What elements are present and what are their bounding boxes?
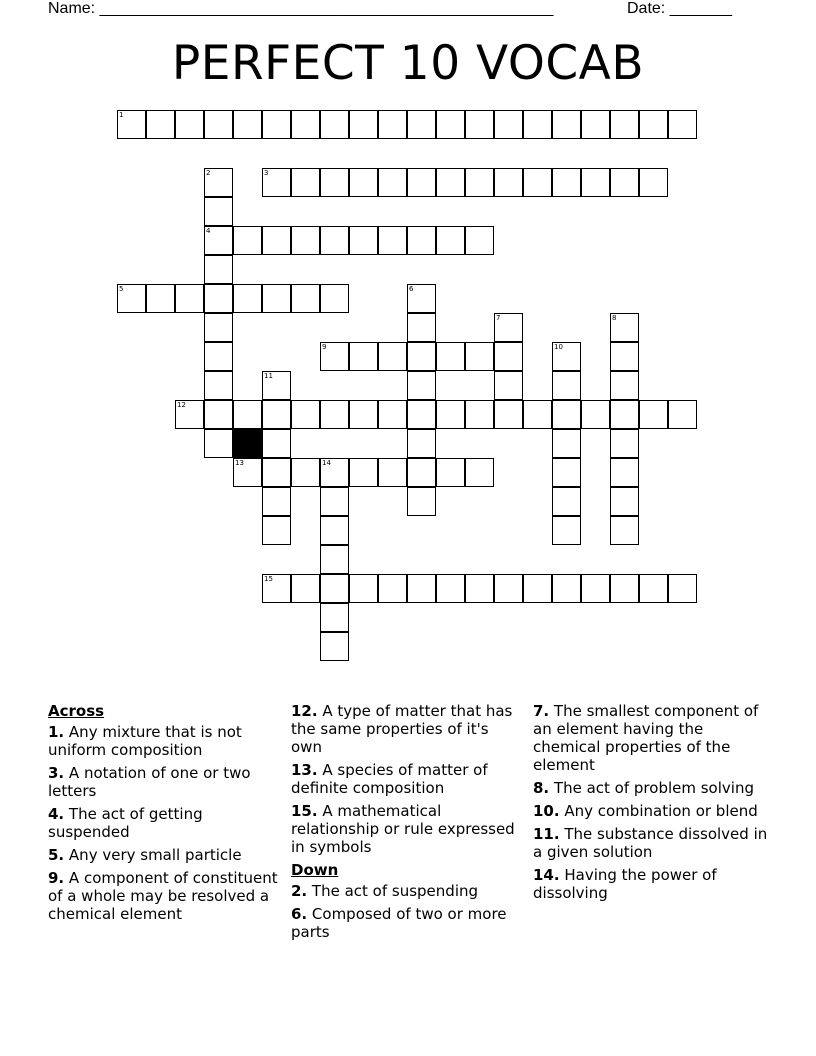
clue-number: 14 xyxy=(322,459,331,467)
clue-item-number: 7. xyxy=(533,702,550,720)
grid-cell[interactable] xyxy=(291,284,320,313)
grid-cell[interactable] xyxy=(262,371,291,400)
grid-cell[interactable] xyxy=(291,226,320,255)
grid-cell[interactable] xyxy=(349,400,378,429)
grid-cell[interactable] xyxy=(349,110,378,139)
grid-cell[interactable] xyxy=(407,168,436,197)
date-field-label: Date: _______ xyxy=(627,0,732,17)
grid-cell[interactable] xyxy=(262,516,291,545)
grid-cell[interactable] xyxy=(668,574,697,603)
grid-cell[interactable] xyxy=(668,110,697,139)
grid-cell[interactable] xyxy=(610,458,639,487)
grid-cell[interactable] xyxy=(523,400,552,429)
clue-item-number: 10. xyxy=(533,802,560,820)
grid-cell[interactable] xyxy=(552,458,581,487)
grid-cell[interactable] xyxy=(291,574,320,603)
grid-cell[interactable] xyxy=(233,284,262,313)
black-cell xyxy=(233,429,262,458)
grid-cell[interactable] xyxy=(320,574,349,603)
clue-item-text: A type of matter that has the same properties of it's own xyxy=(291,702,513,756)
grid-cell[interactable] xyxy=(349,574,378,603)
grid-cell[interactable] xyxy=(204,313,233,342)
clue-item-text: The act of problem solving xyxy=(553,779,754,797)
grid-cell[interactable] xyxy=(262,284,291,313)
grid-cell[interactable] xyxy=(175,110,204,139)
grid-cell[interactable] xyxy=(262,168,291,197)
grid-cell[interactable] xyxy=(494,168,523,197)
grid-cell[interactable] xyxy=(436,168,465,197)
clue-item-text: The act of getting suspended xyxy=(48,805,203,841)
grid-cell[interactable] xyxy=(378,226,407,255)
clue-item-number: 14. xyxy=(533,866,560,884)
clue-item-text: Any very small particle xyxy=(68,846,242,864)
grid-cell[interactable] xyxy=(610,516,639,545)
clue-number: 13 xyxy=(235,459,244,467)
clue-number: 10 xyxy=(554,343,563,351)
grid-cell[interactable] xyxy=(494,110,523,139)
grid-cell[interactable] xyxy=(349,458,378,487)
grid-cell[interactable] xyxy=(204,429,233,458)
clue-item xyxy=(533,802,768,820)
grid-cell[interactable] xyxy=(262,574,291,603)
grid-cell[interactable] xyxy=(552,400,581,429)
grid-cell[interactable] xyxy=(639,574,668,603)
grid-cell[interactable] xyxy=(552,371,581,400)
grid-cell[interactable] xyxy=(204,371,233,400)
grid-cell[interactable] xyxy=(175,400,204,429)
grid-cell[interactable] xyxy=(436,342,465,371)
clue-item xyxy=(533,825,768,861)
grid-cell[interactable] xyxy=(494,371,523,400)
grid-cell[interactable] xyxy=(233,458,262,487)
grid-cell[interactable] xyxy=(320,400,349,429)
grid-cell[interactable] xyxy=(262,458,291,487)
clue-item xyxy=(533,779,768,797)
grid-cell[interactable] xyxy=(262,226,291,255)
grid-cell[interactable] xyxy=(117,284,146,313)
grid-cell[interactable] xyxy=(407,371,436,400)
grid-cell[interactable] xyxy=(494,342,523,371)
grid-cell[interactable] xyxy=(320,458,349,487)
grid-cell[interactable] xyxy=(378,400,407,429)
grid-cell[interactable] xyxy=(320,342,349,371)
clue-item-text: A mathematical relationship or rule expressed in symbols xyxy=(291,802,515,856)
grid-cell[interactable] xyxy=(407,574,436,603)
down-heading: Down xyxy=(291,861,339,879)
grid-cell[interactable] xyxy=(291,458,320,487)
grid-cell[interactable] xyxy=(668,400,697,429)
clue-number: 3 xyxy=(264,169,269,177)
clue-item-text: Any mixture that is not uniform composition xyxy=(48,723,242,759)
grid-cell[interactable] xyxy=(233,110,262,139)
clue-number: 6 xyxy=(409,285,414,293)
grid-cell[interactable] xyxy=(581,400,610,429)
clue-item xyxy=(291,882,523,900)
grid-cell[interactable] xyxy=(204,400,233,429)
clue-number: 5 xyxy=(119,285,124,293)
clue-number: 9 xyxy=(322,343,327,351)
grid-cell[interactable] xyxy=(146,110,175,139)
grid-cell[interactable] xyxy=(204,197,233,226)
page-title: PERFECT 10 VOCAB xyxy=(171,36,645,91)
clues-column-1 xyxy=(48,702,280,928)
clue-item-number: 12. xyxy=(291,702,318,720)
grid-cell[interactable] xyxy=(320,226,349,255)
across-heading: Across xyxy=(48,702,105,720)
grid-cell[interactable] xyxy=(320,110,349,139)
clue-item-text: A notation of one or two letters xyxy=(48,764,251,800)
grid-cell[interactable] xyxy=(407,342,436,371)
grid-cell[interactable] xyxy=(407,284,436,313)
clue-item-number: 4. xyxy=(48,805,65,823)
grid-cell[interactable] xyxy=(320,632,349,661)
grid-cell[interactable] xyxy=(610,400,639,429)
grid-cell[interactable] xyxy=(610,429,639,458)
grid-cell[interactable] xyxy=(639,400,668,429)
clue-item-text: The act of suspending xyxy=(311,882,479,900)
grid-cell[interactable] xyxy=(320,516,349,545)
grid-cell[interactable] xyxy=(378,342,407,371)
grid-cell[interactable] xyxy=(407,429,436,458)
grid-cell[interactable] xyxy=(407,110,436,139)
clue-item xyxy=(291,905,523,941)
clue-item xyxy=(291,702,523,756)
grid-cell[interactable] xyxy=(581,168,610,197)
clue-item xyxy=(48,846,280,864)
grid-cell[interactable] xyxy=(436,458,465,487)
clue-item-number: 1. xyxy=(48,723,65,741)
clue-item-number: 13. xyxy=(291,761,318,779)
grid-cell[interactable] xyxy=(523,110,552,139)
clue-item-text: The smallest component of an element having the chemical properties of the element xyxy=(533,702,759,774)
grid-cell[interactable] xyxy=(639,168,668,197)
clue-number: 4 xyxy=(206,227,211,235)
clue-item-text: The substance dissolved in a given solution xyxy=(533,825,768,861)
grid-cell[interactable] xyxy=(204,342,233,371)
grid-cell[interactable] xyxy=(610,342,639,371)
clue-number: 15 xyxy=(264,575,273,583)
grid-cell[interactable] xyxy=(465,400,494,429)
grid-cell[interactable] xyxy=(320,603,349,632)
clues-column-2 xyxy=(291,702,523,946)
grid-cell[interactable] xyxy=(407,458,436,487)
grid-cell[interactable] xyxy=(610,313,639,342)
grid-cell[interactable] xyxy=(494,313,523,342)
grid-cell[interactable] xyxy=(436,110,465,139)
grid-cell[interactable] xyxy=(204,168,233,197)
grid-cell[interactable] xyxy=(523,168,552,197)
grid-cell[interactable] xyxy=(610,371,639,400)
grid-cell[interactable] xyxy=(436,574,465,603)
name-field-label: Name: ___________________________________________________ xyxy=(48,0,554,17)
grid-cell[interactable] xyxy=(552,342,581,371)
grid-cell[interactable] xyxy=(233,400,262,429)
clue-item xyxy=(291,761,523,797)
clue-item xyxy=(533,866,768,902)
grid-cell[interactable] xyxy=(465,168,494,197)
grid-cell[interactable] xyxy=(407,400,436,429)
clue-item-number: 15. xyxy=(291,802,318,820)
clue-number: 8 xyxy=(612,314,617,322)
clue-item-number: 3. xyxy=(48,764,65,782)
clue-item xyxy=(533,702,768,774)
clue-item-number: 6. xyxy=(291,905,308,923)
grid-cell[interactable] xyxy=(494,400,523,429)
clue-number: 7 xyxy=(496,314,501,322)
clue-number: 2 xyxy=(206,169,211,177)
clue-number: 12 xyxy=(177,401,186,409)
grid-cell[interactable] xyxy=(320,487,349,516)
grid-cell[interactable] xyxy=(552,168,581,197)
clue-item-number: 8. xyxy=(533,779,550,797)
grid-cell[interactable] xyxy=(552,487,581,516)
grid-cell[interactable] xyxy=(436,226,465,255)
grid-cell[interactable] xyxy=(349,168,378,197)
clue-item xyxy=(48,723,280,759)
clue-item-text: A species of matter of definite composition xyxy=(291,761,488,797)
clue-item xyxy=(48,805,280,841)
grid-cell[interactable] xyxy=(523,574,552,603)
grid-cell[interactable] xyxy=(407,226,436,255)
grid-cell[interactable] xyxy=(552,516,581,545)
grid-cell[interactable] xyxy=(117,110,146,139)
clue-item-text: A component of constituent of a whole may be resolved a chemical element xyxy=(48,869,278,923)
grid-cell[interactable] xyxy=(175,284,204,313)
grid-cell[interactable] xyxy=(610,168,639,197)
grid-cell[interactable] xyxy=(436,400,465,429)
grid-cell[interactable] xyxy=(204,284,233,313)
clue-item xyxy=(48,764,280,800)
grid-cell[interactable] xyxy=(552,429,581,458)
grid-cell[interactable] xyxy=(465,110,494,139)
clues-column-3 xyxy=(533,702,768,907)
clue-item-text: Having the power of dissolving xyxy=(533,866,717,902)
grid-cell[interactable] xyxy=(378,574,407,603)
grid-cell[interactable] xyxy=(465,574,494,603)
grid-cell[interactable] xyxy=(349,226,378,255)
clue-item-number: 9. xyxy=(48,869,65,887)
clue-item-number: 5. xyxy=(48,846,65,864)
grid-cell[interactable] xyxy=(610,487,639,516)
clue-number: 1 xyxy=(119,111,124,119)
clue-item-number: 11. xyxy=(533,825,560,843)
grid-cell[interactable] xyxy=(581,110,610,139)
grid-cell[interactable] xyxy=(494,574,523,603)
grid-cell[interactable] xyxy=(552,110,581,139)
grid-cell[interactable] xyxy=(552,574,581,603)
grid-cell[interactable] xyxy=(146,284,175,313)
grid-cell[interactable] xyxy=(378,168,407,197)
grid-cell[interactable] xyxy=(581,574,610,603)
grid-cell[interactable] xyxy=(320,168,349,197)
grid-cell[interactable] xyxy=(378,110,407,139)
grid-cell[interactable] xyxy=(262,110,291,139)
clue-item xyxy=(291,802,523,856)
grid-cell[interactable] xyxy=(291,110,320,139)
grid-cell[interactable] xyxy=(378,458,407,487)
grid-cell[interactable] xyxy=(262,487,291,516)
grid-cell[interactable] xyxy=(320,545,349,574)
grid-cell[interactable] xyxy=(262,429,291,458)
grid-cell[interactable] xyxy=(465,458,494,487)
grid-cell[interactable] xyxy=(204,255,233,284)
grid-cell[interactable] xyxy=(320,284,349,313)
grid-cell[interactable] xyxy=(465,226,494,255)
grid-cell[interactable] xyxy=(262,400,291,429)
grid-cell[interactable] xyxy=(465,342,494,371)
clue-item xyxy=(48,869,280,923)
grid-cell[interactable] xyxy=(233,226,262,255)
grid-cell[interactable] xyxy=(349,342,378,371)
grid-cell[interactable] xyxy=(291,400,320,429)
grid-cell[interactable] xyxy=(204,110,233,139)
grid-cell[interactable] xyxy=(291,168,320,197)
grid-cell[interactable] xyxy=(407,313,436,342)
clue-item-number: 2. xyxy=(291,882,308,900)
clue-item-text: Any combination or blend xyxy=(564,802,758,820)
grid-cell[interactable] xyxy=(610,574,639,603)
grid-cell[interactable] xyxy=(639,110,668,139)
grid-cell[interactable] xyxy=(610,110,639,139)
clue-item-text: Composed of two or more parts xyxy=(291,905,507,941)
grid-cell[interactable] xyxy=(204,226,233,255)
clue-number: 11 xyxy=(264,372,273,380)
grid-cell[interactable] xyxy=(407,487,436,516)
